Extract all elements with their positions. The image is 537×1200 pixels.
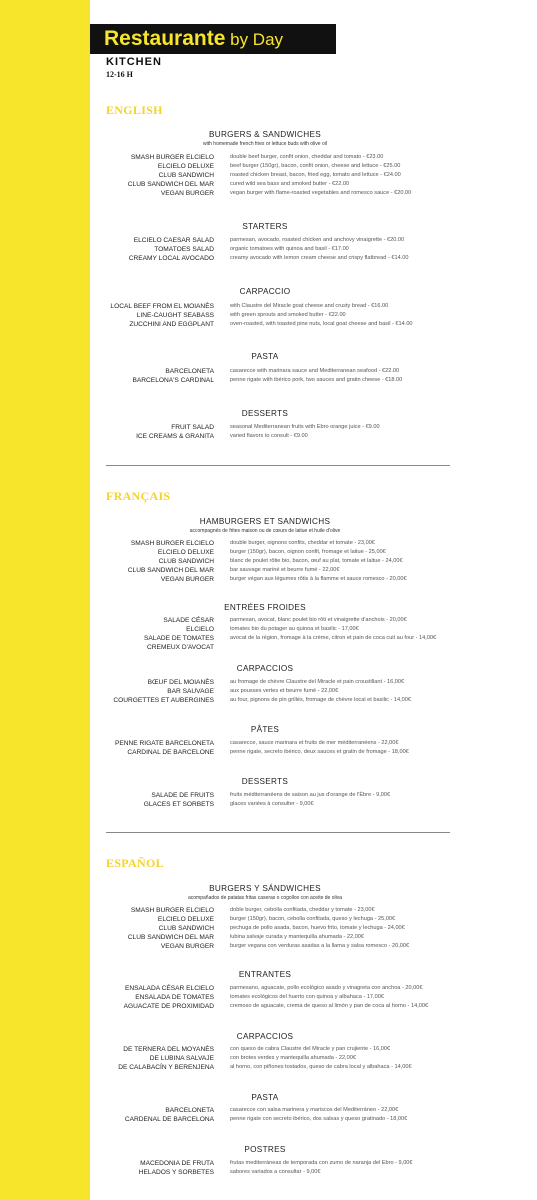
menu-item-name: ZUCCHINI AND EGGPLANT — [129, 321, 214, 328]
menu-item-description: parmesan, avocado, roasted chicken and anchovy vinaigrette - €20.00 — [230, 237, 405, 243]
menu-item-description: sabores variados a consultar - 9,00€ — [230, 1169, 321, 1175]
menu-item-description: bar sauvage mariné et beurre fumé - 22,00€ — [230, 567, 340, 573]
menu-item-name: BARCELONA'S CARDINAL — [132, 377, 214, 384]
menu-item-description: penne rigate with ibérico pork, two sauces and gratin cheese - €18.00 — [230, 377, 403, 383]
menu-item-description: creamy avocado with lemon cream cheese and crispy flatbread - €14.00 — [230, 255, 409, 261]
section-title: CARPACCIOS — [236, 1032, 294, 1041]
menu-item — [90, 697, 530, 707]
menu-item-description: burger vegana con verduras asadas a la llama y salsa romesco - 20,00€ — [230, 943, 410, 949]
menu-item-description: with green sprouts and smoked butter - €22.00 — [230, 312, 346, 318]
section-title: DESSERTS — [241, 409, 289, 418]
menu-item-name: GLACES ET SORBETS — [143, 801, 214, 808]
section-title: BURGERS & SANDWICHES — [209, 130, 321, 139]
section-subtitle: with homemade french fries or lettuce buds with olive oil — [203, 141, 327, 147]
menu-item-description: penne rigate con secreto ibérico, dos salsas y queso gratinado - 18,00€ — [230, 1116, 408, 1122]
menu-item — [90, 749, 530, 759]
menu-item-name: DE CALABACÍN Y BERENJENA — [118, 1064, 214, 1071]
menu-item — [90, 321, 530, 331]
restaurant-title — [104, 25, 283, 55]
menu-item-name: CLUB SANDWICH — [158, 172, 214, 179]
menu-item-description: oven-roasted, with toasted pine nuts, local goat cheese and basil - €14.00 — [230, 321, 413, 327]
menu-item-description: lubina salvaje curada y mantequilla ahumada - 22,00€ — [230, 934, 365, 940]
menu-item-name: ENSALADA DE TOMATES — [135, 994, 214, 1001]
menu-item-name: AGUACATE DE PROXIMIDAD — [123, 1003, 214, 1010]
menu-item-description: doble burger, cebolla confitada, cheddar y tomate - 23,00€ — [230, 907, 375, 913]
menu-item-name: ELCIELO DELUXE — [157, 549, 214, 556]
menu-item-name: SMASH BURGER ELCIELO — [130, 540, 214, 547]
menu-item-name: SALADE DE FRUITS — [151, 792, 214, 799]
language-heading: ESPAÑOL — [106, 856, 164, 870]
section-divider — [106, 465, 450, 466]
menu-item-description: burger végan aux légumes rôtis à la flamme et sauce romesco - 20,00€ — [230, 576, 407, 582]
menu-item-name: CARDINAL DE BARCELONE — [127, 749, 214, 756]
menu-item-name: ELCIELO DELUXE — [157, 916, 214, 923]
menu-item-name: CLUB SANDWICH DEL MAR — [127, 934, 214, 941]
menu-item-description: burger (150gr), bacon, cebolla confitada, queso y lechuga - 25,00€ — [230, 916, 396, 922]
menu-item-description: pechuga de pollo asada, bacon, huevo frito, tomate y lechuga - 24,00€ — [230, 925, 405, 931]
menu-item-description: with Claustre del Miracle goat cheese and crusty bread - €16.00 — [230, 303, 389, 309]
section-title: BURGERS Y SÁNDWICHES — [209, 884, 321, 893]
menu-item-description: organic tomatoes with quinoa and basil - €17.00 — [230, 246, 349, 252]
menu-item-name: DE LUBINA SALVAJE — [149, 1055, 214, 1062]
menu-item-description: casarecce, sauce marinara et fruits de mer méditerranéens - 22,00€ — [230, 740, 399, 746]
menu-item-description: parmesan, avocat, blanc poulet bio rôti et vinaigrette d'anchois - 20,00€ — [230, 617, 407, 623]
section-title: ENTRANTES — [238, 970, 292, 979]
menu-item-description: vegan burger with flame-roasted vegetables and romesco sauce - €20.00 — [230, 190, 412, 196]
menu-item-name: CLUB SANDWICH — [158, 558, 214, 565]
menu-item — [90, 943, 530, 953]
section-title: CARPACCIO — [239, 287, 291, 296]
menu-item — [90, 1003, 530, 1013]
menu-item-description: beef burger (150gr), bacon, confit onion, cheese and lettuce - €25.00 — [230, 163, 401, 169]
section-title: STARTERS — [242, 222, 288, 231]
menu-item-name: BARCELONETA — [165, 1107, 214, 1114]
section-title: PASTA — [251, 1093, 279, 1102]
menu-item-name: SMASH BURGER ELCIELO — [130, 154, 214, 161]
menu-item-name: ELCIELO DELUXE — [157, 163, 214, 170]
menu-item-description: varied flavors to consult - €9.00 — [230, 433, 308, 439]
menu-item-name: HELADOS Y SORBETES — [138, 1169, 214, 1176]
menu-item-name: COURGETTES ET AUBERGINES — [113, 697, 214, 704]
menu-item-name: MACEDONIA DE FRUTA — [140, 1160, 214, 1167]
menu-item-name: VEGAN BURGER — [160, 576, 214, 583]
language-heading: ENGLISH — [106, 103, 163, 117]
kitchen-label: KITCHEN — [106, 56, 162, 68]
menu-item — [90, 1064, 530, 1074]
menu-item — [90, 576, 530, 586]
menu-item-name: CREMEUX D'AVOCAT — [147, 644, 214, 651]
menu-item — [90, 377, 530, 387]
menu-item-description: aux pousses vertes et beurre fumé - 22,00€ — [230, 688, 339, 694]
section-title: POSTRES — [244, 1145, 286, 1154]
menu-item-name: BŒUF DEL MOIANÈS — [147, 679, 214, 686]
menu-item-description: roasted chicken breast, bacon, fried egg, tomato and lettuce - €24.00 — [230, 172, 401, 178]
section-title: DESSERTS — [241, 777, 289, 786]
menu-item-name: BAR SAUVAGE — [167, 688, 214, 695]
menu-item-description: blanc de poulet rôtie bio, bacon, œuf au plat, tomate et laitue - 24,00€ — [230, 558, 403, 564]
section-divider — [106, 832, 450, 833]
menu-item-description: tomates bio du potager au quinoa et basilic - 17,00€ — [230, 626, 359, 632]
menu-item-description: al horno, con piñones tostados, queso de cabra local y albahaca - 14,00€ — [230, 1064, 412, 1070]
section-subtitle: acompañados de patatas fritas caseras o cogollos con aceite de oliva — [188, 895, 342, 901]
menu-item-description: casarecce con salsa marinera y mariscos del Mediterráneo - 22,00€ — [230, 1107, 399, 1113]
menu-item-description: penne rigate, secreto ibérico, deux sauces et gratin de fromage - 18,00€ — [230, 749, 409, 755]
menu-item — [90, 1116, 530, 1126]
restaurant-title-rest: by Day — [225, 30, 284, 49]
menu-item-name: FRUIT SALAD — [171, 424, 214, 431]
section-title: ENTRÉES FROIDES — [224, 603, 306, 612]
menu-item-name: CLUB SANDWICH DEL MAR — [127, 181, 214, 188]
menu-item-description: cremoso de aguacate, crema de queso al limón y pan de coca al horno - 14,00€ — [230, 1003, 429, 1009]
menu-item-description: seasonal Mediterranean fruits with Ebro orange juice - €9.00 — [230, 424, 380, 430]
hours-label: 12-16 H — [106, 70, 133, 79]
menu-item-name: DE TERNERA DEL MOYANÈS — [123, 1046, 214, 1053]
menu-item — [90, 433, 530, 443]
menu-item-description: tomates ecológicos del huerto con quinoa y albahaca - 17,00€ — [230, 994, 384, 1000]
menu-item-name: CREAMY LOCAL AVOCADO — [128, 255, 214, 262]
menu-item-description: frutas mediterráneas de temporada con zumo de naranja del Ebro - 9,00€ — [230, 1160, 413, 1166]
menu-item-name: LINE-CAUGHT SEABASS — [136, 312, 214, 319]
menu-item-name: LOCAL BEEF FROM EL MOIANÈS — [110, 303, 214, 310]
menu-item-description: con queso de cabra Claustre del Miracle y pan crujiente - 16,00€ — [230, 1046, 391, 1052]
menu-item-name: BARCELONETA — [165, 368, 214, 375]
yellow-side-stripe — [0, 0, 90, 1200]
menu-item-name: CARDENAL DE BARCELONA — [124, 1116, 214, 1123]
menu-item-description: burger (150gr), bacon, oignon confit, fromage et laitue - 25,00€ — [230, 549, 386, 555]
menu-item-name: VEGAN BURGER — [160, 943, 214, 950]
menu-item-description: au fromage de chèvre Claustre del Miracle et pain croustillant - 16,00€ — [230, 679, 405, 685]
menu-item-description: au four, pignons de pin grillés, fromage de chèvre local et basilic - 14,00€ — [230, 697, 411, 703]
menu-item-description: con brotes verdes y mantequilla ahumada - 22,00€ — [230, 1055, 356, 1061]
menu-item-name: ELCIELO CAESAR SALAD — [133, 237, 214, 244]
menu-item-description: casarecce with marinara sauce and Mediterranean seafood - €22.00 — [230, 368, 400, 374]
menu-item-name: ENSALADA CÉSAR ELCIELO — [124, 985, 214, 992]
section-title: HAMBURGERS ET SANDWICHS — [199, 517, 331, 526]
menu-item-name: TOMATOES SALAD — [154, 246, 214, 253]
menu-item-name: SMASH BURGER ELCIELO — [130, 907, 214, 914]
restaurant-title-bold: Restaurante — [104, 27, 226, 50]
menu-item-description: double burger, oignons confits, cheddar et tomate - 23,00€ — [230, 540, 375, 546]
menu-item — [90, 190, 530, 200]
section-title: CARPACCIOS — [236, 664, 294, 673]
menu-item-name: ELCIELO — [186, 626, 214, 633]
menu-item-name: VEGAN BURGER — [160, 190, 214, 197]
menu-item-name: PENNE RIGATE BARCELONETA — [114, 740, 214, 747]
section-title: PÂTES — [250, 725, 280, 734]
menu-item — [90, 255, 530, 265]
section-title: PASTA — [251, 352, 279, 361]
menu-item-description: glaces variées à consulter - 9,00€ — [230, 801, 314, 807]
menu-item — [90, 644, 530, 654]
menu-item-description: cured wild sea bass and smoked butter - €22.00 — [230, 181, 350, 187]
menu-item-name: SALADE DE TOMATES — [144, 635, 214, 642]
menu-item-description: avocat de la région, fromage à la crème, citron et pain de coca cuit au four - 14,00€ — [230, 635, 437, 641]
menu-item-name: CLUB SANDWICH DEL MAR — [127, 567, 214, 574]
menu-item-name: CLUB SANDWICH — [158, 925, 214, 932]
menu-item — [90, 1169, 530, 1179]
menu-item-name: SALADE CÉSAR — [163, 617, 214, 624]
language-heading: FRANÇAIS — [106, 489, 171, 503]
menu-item-description: double beef burger, confit onion, cheddar and tomato - €23.00 — [230, 154, 384, 160]
section-subtitle: accompagnés de frites maison ou de cœurs de laitue et huile d'olive — [189, 528, 341, 534]
menu-item-name: ICE CREAMS & GRANITA — [136, 433, 214, 440]
menu-item — [90, 801, 530, 811]
menu-item-description: parmesano, aguacate, pollo ecológico asado y vinagreta con anchoa - 20,00€ — [230, 985, 423, 991]
menu-item-description: fruits méditerranéens de saison au jus d'orange de l'Èbre - 9,00€ — [230, 792, 391, 798]
